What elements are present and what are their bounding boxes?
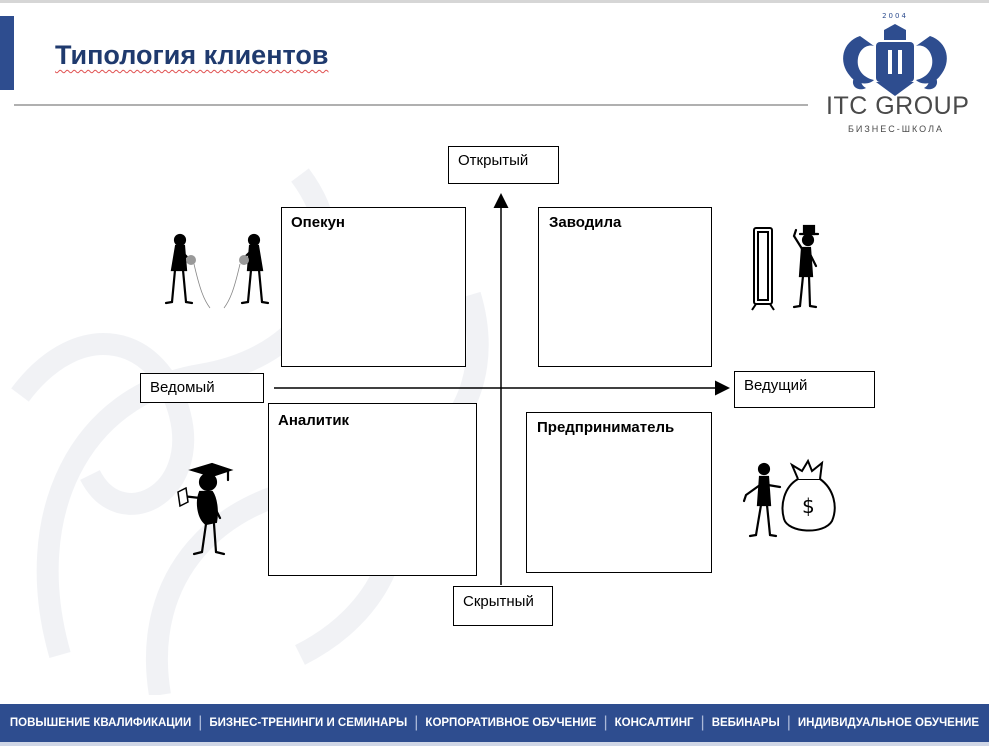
footer-item-webinars[interactable]: ВЕБИНАРЫ [711, 717, 780, 729]
footer-item-qualification[interactable]: ПОВЫШЕНИЕ КВАЛИФИКАЦИИ [9, 717, 192, 729]
axis-label-top-box [448, 146, 559, 184]
graduate-with-diploma-icon [168, 462, 238, 558]
footer-item-individual[interactable]: ИНДИВИДУАЛЬНОЕ ОБУЧЕНИЕ [797, 717, 980, 729]
axis-label-right: Ведущий [744, 377, 808, 394]
page-title: Типология клиентов [55, 40, 329, 70]
axis-label-left: Ведомый [150, 379, 215, 396]
quadrant-label: Опекун [291, 214, 345, 231]
quadrant-bottom-right [526, 412, 712, 573]
footer-nav [0, 704, 989, 742]
footer-separator: | [603, 714, 608, 731]
person-with-money-bag-icon [740, 455, 840, 541]
axis-label-right-box [734, 371, 875, 408]
quadrant-top-left [281, 207, 466, 367]
quadrant-bottom-left [268, 403, 477, 576]
axis-label-top: Открытый [458, 152, 529, 169]
footer-item-consulting[interactable]: КОНСАЛТИНГ [614, 717, 694, 729]
dollar-sign: $ [802, 494, 815, 518]
axis-label-bottom-box [453, 586, 553, 626]
quadrant-label: Аналитик [278, 412, 350, 429]
quadrant-label: Предприниматель [537, 419, 675, 436]
quadrant-top-right [538, 207, 712, 367]
footer-separator: | [198, 714, 203, 731]
person-with-mirror-icon [748, 222, 828, 312]
logo-year: 2004 [882, 12, 908, 20]
axis-label-bottom: Скрытный [463, 593, 534, 610]
quadrant-label: Заводила [549, 214, 622, 231]
footer-separator: | [786, 714, 791, 731]
logo-subtitle: БИЗНЕС-ШКОЛА [847, 124, 944, 134]
two-people-talking-icon [160, 230, 275, 310]
axis-label-left-box [140, 373, 264, 403]
footer-item-trainings[interactable]: БИЗНЕС-ТРЕНИНГИ И СЕМИНАРЫ [209, 717, 408, 729]
footer-separator: | [700, 714, 705, 731]
logo-name: ITC GROUP [826, 92, 970, 120]
footer-item-corporate[interactable]: КОРПОРАТИВНОЕ ОБУЧЕНИЕ [425, 717, 597, 729]
footer-separator: | [414, 714, 419, 731]
bottom-border [0, 742, 989, 746]
